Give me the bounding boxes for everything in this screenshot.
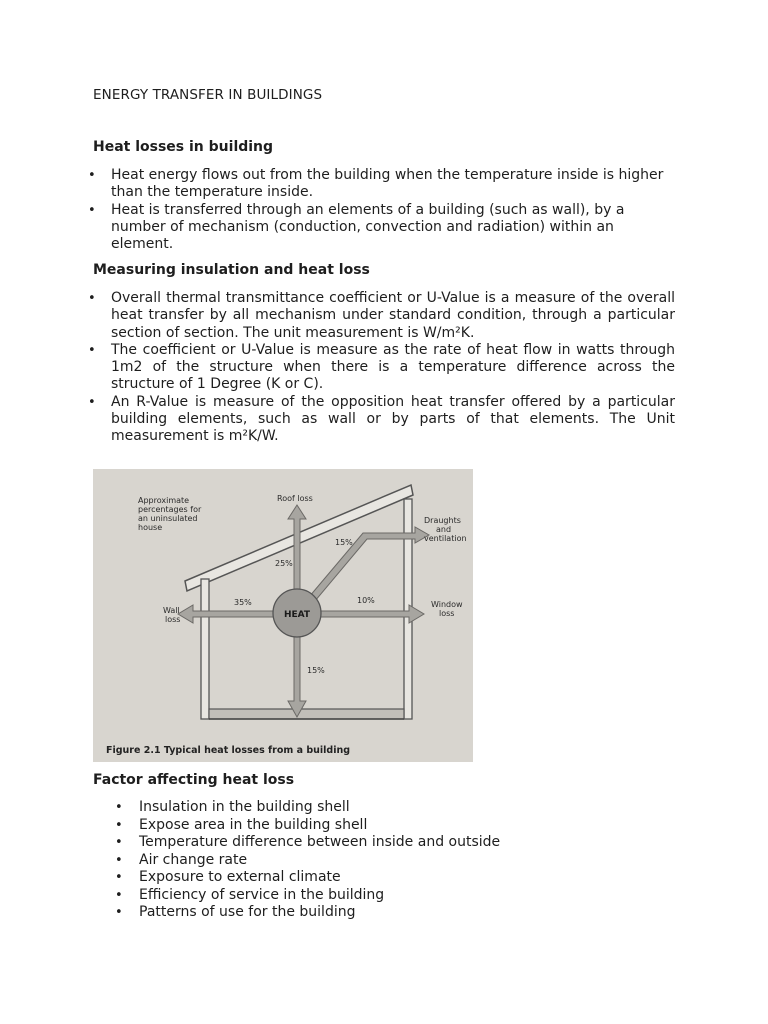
window-pct: 10% xyxy=(357,596,375,605)
list-item: • Heat is transferred through an elements of a building (such as wall), by a number of mechanism (conduction, convection and radiation) within an element. xyxy=(88,202,675,254)
wall-arrow xyxy=(178,605,279,623)
roof-arrow xyxy=(288,505,306,596)
roof-pct: 25% xyxy=(275,559,293,568)
heat-loss-figure xyxy=(93,469,473,762)
list-item: • Insulation in the building shell xyxy=(115,799,500,817)
window-loss-label: Window xyxy=(431,600,463,609)
floor-pct: 15% xyxy=(307,666,325,675)
heading-heat-losses: Heat losses in building xyxy=(93,139,274,155)
list-item: • Exposure to external climate xyxy=(115,869,500,887)
list-item: • Heat energy flows out from the building when the temperature inside is higher than the temperature inside. xyxy=(88,167,675,202)
draught-label: ventilation xyxy=(424,534,467,543)
heat-label: HEAT xyxy=(283,610,311,620)
heat-loss-diagram xyxy=(93,469,473,762)
list-item: • Temperature difference between inside and outside xyxy=(115,834,500,852)
list-item: • Efficiency of service in the building xyxy=(115,887,500,905)
window-loss-label: loss xyxy=(439,609,455,618)
heading-factors: Factor affecting heat loss xyxy=(93,772,295,788)
note-line: Approximate xyxy=(138,496,190,505)
note-line: an uninsulated xyxy=(138,514,198,523)
floor-arrow xyxy=(288,631,306,717)
wall-loss-label: Wall xyxy=(163,606,180,615)
measuring-list xyxy=(88,290,675,446)
heading-measuring: Measuring insulation and heat loss xyxy=(93,262,370,278)
note-line: percentages for xyxy=(138,505,202,514)
figure-caption: Figure 2.1 Typical heat losses from a building xyxy=(106,745,351,756)
list-item: • Air change rate xyxy=(115,852,500,870)
list-item: • Expose area in the building shell xyxy=(115,817,500,835)
page-title: ENERGY TRANSFER IN BUILDINGS xyxy=(93,87,323,103)
draught-label: and xyxy=(436,525,452,534)
wall-loss-label: loss xyxy=(165,615,181,624)
heat-losses-list xyxy=(88,167,675,253)
factors-list xyxy=(115,799,500,922)
list-item: • An R-Value is measure of the opposition heat transfer offered by a particular building elements, such as wall or by parts of that elements. The Unit measurement is m²K/W. xyxy=(88,394,675,446)
note-line: house xyxy=(138,523,163,532)
floor xyxy=(209,709,404,719)
list-item: • Patterns of use for the building xyxy=(115,904,500,922)
draught-pct: 15% xyxy=(335,538,353,547)
roof-loss-label: Roof loss xyxy=(277,494,313,503)
left-wall xyxy=(201,579,209,719)
draught-label: Draughts xyxy=(424,516,461,525)
list-item: • Overall thermal transmittance coefficient or U-Value is a measure of the overall heat transfer by all mechanism under standard condition, through a particular section of section. The unit measurement is W/m²K. xyxy=(88,290,675,342)
list-item: • The coefficient or U-Value is measure as the rate of heat flow in watts through 1m2 of the structure when there is a temperature difference across the structure of 1 Degree (K or C). xyxy=(88,342,675,394)
wall-pct: 35% xyxy=(234,598,252,607)
